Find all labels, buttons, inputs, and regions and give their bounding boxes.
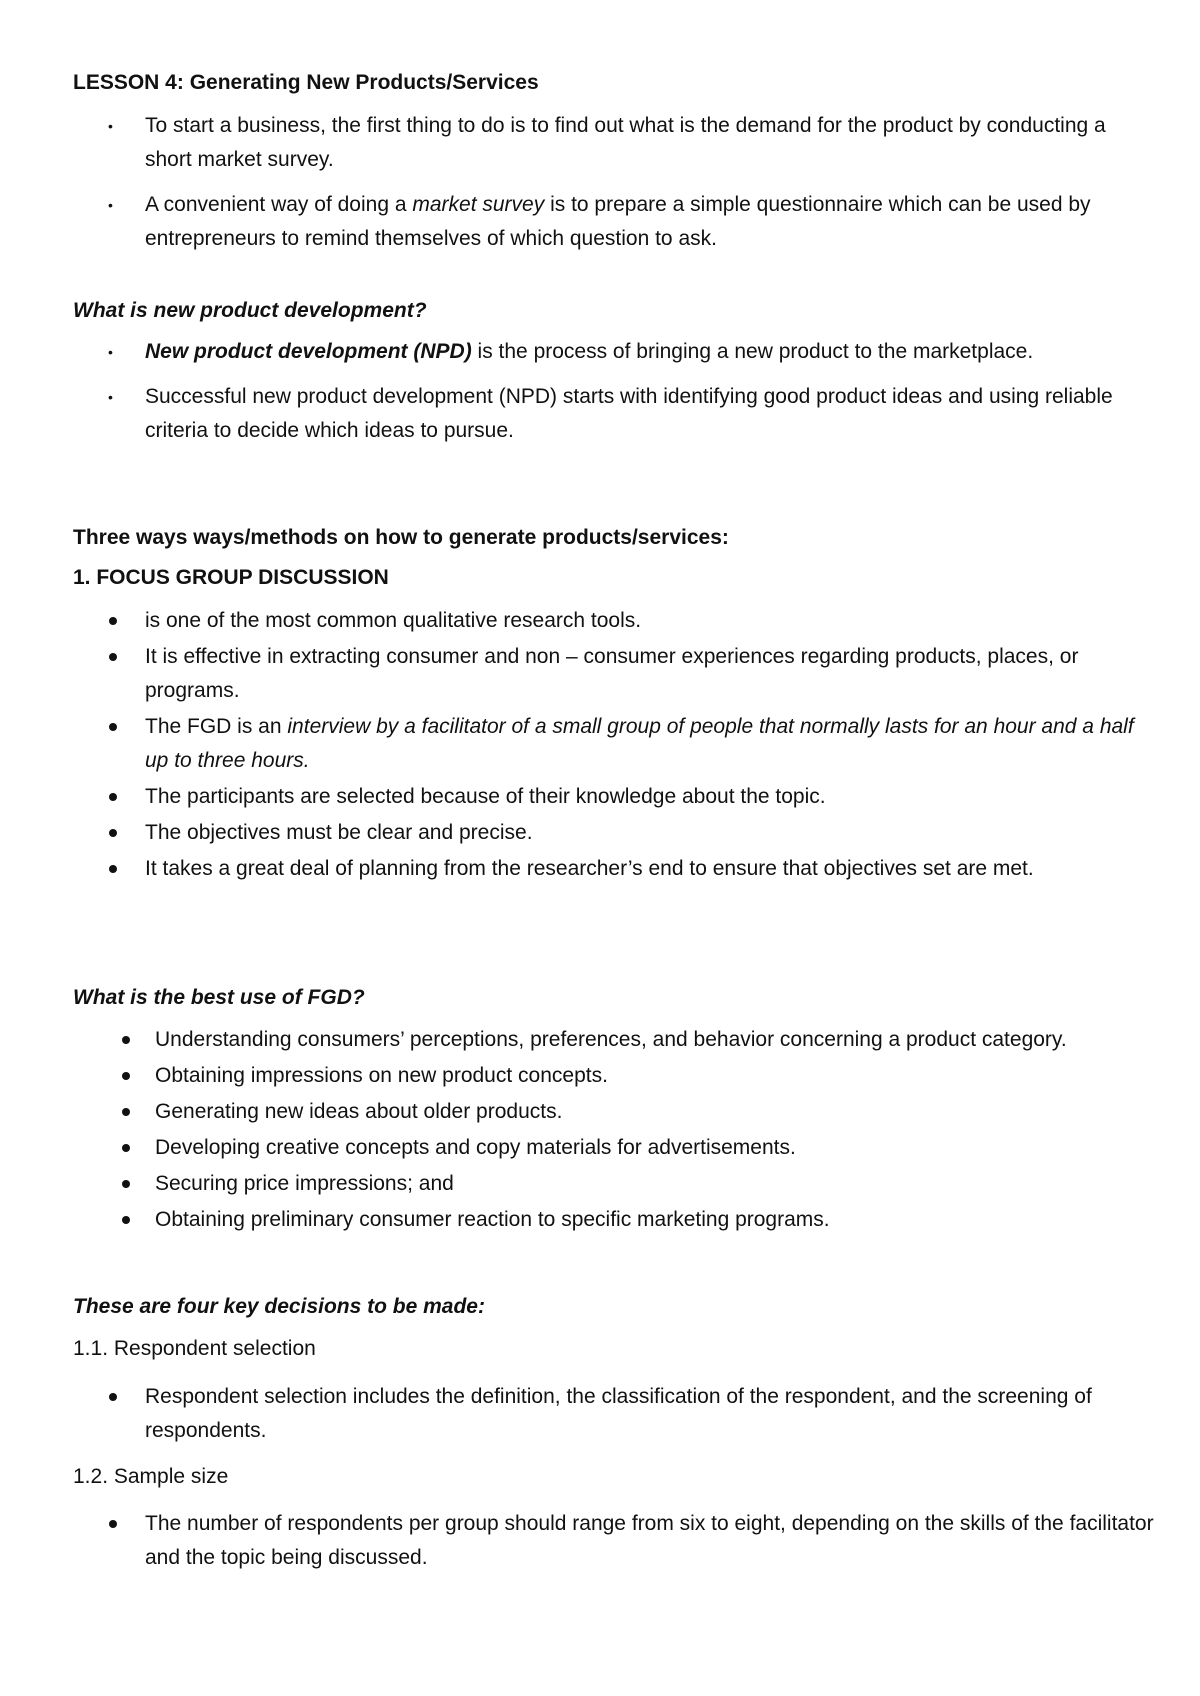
fgd-heading: 1. FOCUS GROUP DISCUSSION (73, 566, 389, 589)
respondent-bullet-list (0, 1380, 1200, 1450)
bullet-icon (122, 1036, 130, 1044)
list-item: Generating new ideas about older products. (0, 1095, 1200, 1129)
respondent-selection-heading: 1.1. Respondent selection (73, 1337, 316, 1360)
list-item: The objectives must be clear and precise. (0, 816, 1200, 850)
best-use-bullet-list (0, 1023, 1200, 1239)
npd-bullet-list (0, 335, 1200, 459)
bullet-icon (109, 1520, 117, 1528)
list-item: The number of respondents per group should range from six to eight, depending on the skills of the facilitator and the topic being discussed. (0, 1507, 1200, 1575)
npd-heading: What is new product development? (73, 299, 427, 322)
bullet-icon (109, 653, 117, 661)
bullet-icon (122, 1216, 130, 1224)
intro-bullet-list (0, 109, 1200, 267)
list-item: It is effective in extracting consumer and non – consumer experiences regarding products, places, or programs. (0, 640, 1200, 708)
fgd-bullet-list (0, 604, 1200, 888)
bullet-icon (109, 829, 117, 837)
list-item: Respondent selection includes the definition, the classification of the respondent, and the screening of respondents. (0, 1380, 1200, 1448)
bullet-icon (122, 1072, 130, 1080)
list-item: Securing price impressions; and (0, 1167, 1200, 1201)
methods-heading: Three ways ways/methods on how to generate products/services: (73, 526, 729, 549)
list-item: • New product development (NPD) is the process of bringing a new product to the marketplace. (0, 335, 1200, 369)
list-item: • To start a business, the first thing to do is to find out what is the demand for the product by conducting a short market survey. (0, 109, 1200, 177)
list-item: Developing creative concepts and copy materials for advertisements. (0, 1131, 1200, 1165)
bullet-icon (109, 723, 117, 731)
bullet-icon (122, 1144, 130, 1152)
list-item: Obtaining impressions on new product concepts. (0, 1059, 1200, 1093)
sample-bullet-list (0, 1507, 1200, 1577)
list-item: The participants are selected because of their knowledge about the topic. (0, 780, 1200, 814)
list-item: • A convenient way of doing a market survey is to prepare a simple questionnaire which can be used by entrepreneurs to remind themselves of which question to ask. (0, 188, 1200, 256)
bullet-icon (109, 617, 117, 625)
bullet-icon: • (108, 197, 113, 213)
list-item: Understanding consumers’ perceptions, preferences, and behavior concerning a product category. (0, 1023, 1200, 1057)
list-item: • Successful new product development (NPD) starts with identifying good product ideas and using reliable criteria to decide which ideas to pursue. (0, 380, 1200, 448)
bullet-icon (109, 865, 117, 873)
decisions-heading: These are four key decisions to be made: (73, 1295, 485, 1318)
bullet-icon (122, 1108, 130, 1116)
bullet-icon (109, 1393, 117, 1401)
list-item: is one of the most common qualitative research tools. (0, 604, 1200, 638)
bullet-icon: • (108, 389, 113, 405)
lesson-title: LESSON 4: Generating New Products/Services (73, 71, 539, 94)
bullet-icon: • (108, 118, 113, 134)
bullet-icon (109, 793, 117, 801)
sample-size-heading: 1.2. Sample size (73, 1465, 229, 1488)
list-item: The FGD is an interview by a facilitator of a small group of people that normally lasts for an hour and a half up to three hours. (0, 710, 1200, 778)
bullet-icon (122, 1180, 130, 1188)
list-item: It takes a great deal of planning from the researcher’s end to ensure that objectives set are met. (0, 852, 1200, 886)
list-item: Obtaining preliminary consumer reaction to specific marketing programs. (0, 1203, 1200, 1237)
bullet-icon: • (108, 344, 113, 360)
best-use-heading: What is the best use of FGD? (73, 986, 365, 1009)
